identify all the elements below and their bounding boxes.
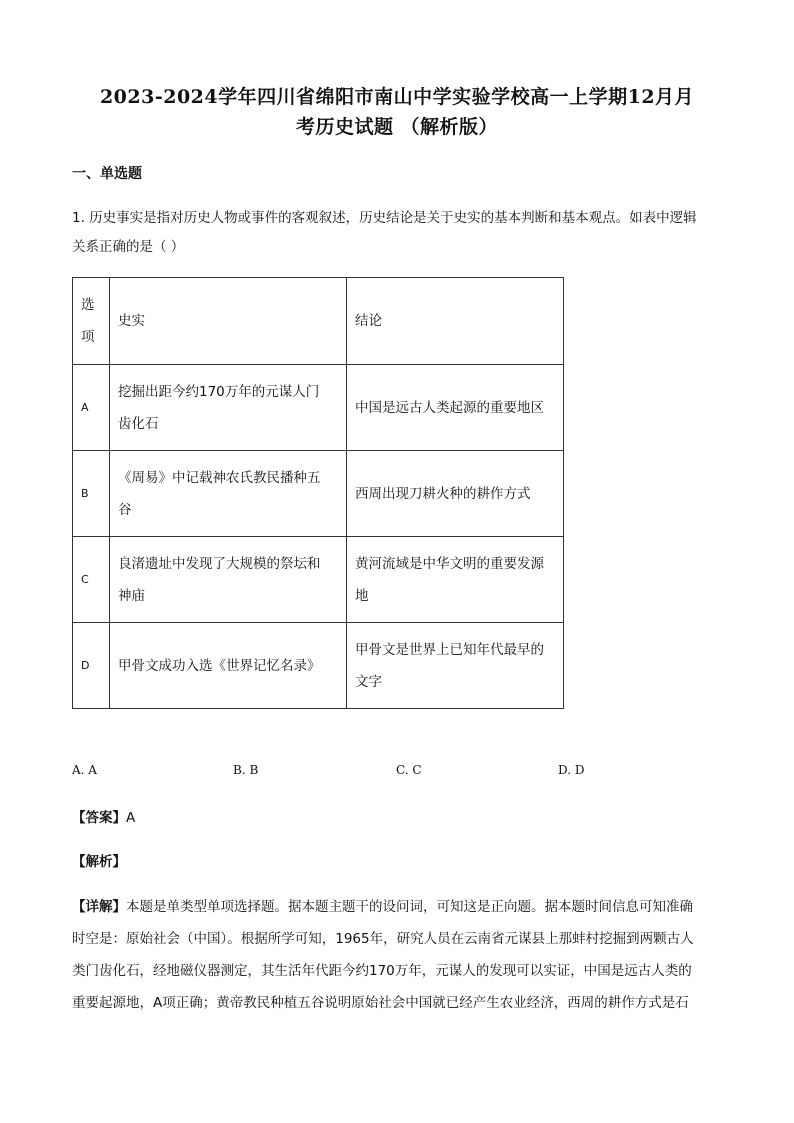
analysis-tag: 【解析】 xyxy=(72,854,126,870)
table-row xyxy=(73,451,564,537)
row-fact-line-1: 甲骨文成功入选《世界记忆名录》 xyxy=(118,657,321,674)
option-a[interactable]: A. A xyxy=(72,763,97,777)
row-option: D xyxy=(73,623,110,709)
detail-tag: 【详解】 xyxy=(72,899,126,915)
row-fact-line-2: 齿化石 xyxy=(118,415,159,432)
row-conclusion-line-1: 甲骨文是世界上已知年代最早的 xyxy=(355,641,544,658)
analysis-line xyxy=(72,850,126,870)
row-fact-line-1: 《周易》中记载神农氏教民播种五 xyxy=(118,469,321,486)
header-option-cell xyxy=(73,278,110,365)
question-table xyxy=(72,277,564,709)
row-fact-line-2: 谷 xyxy=(118,501,132,518)
detail-text-1: 本题是单类型单项选择题。据本题主题干的设问词，可知这是正向题。据本题时间信息可知准确 xyxy=(126,899,693,915)
row-fact xyxy=(110,623,347,709)
answer-tag: 【答案】 xyxy=(72,810,126,826)
row-conclusion-line-1: 中国是远古人类起源的重要地区 xyxy=(355,399,544,416)
row-conclusion xyxy=(347,623,564,709)
question-text-line-2: 关系正确的是（ ） xyxy=(72,239,185,255)
row-fact xyxy=(110,451,347,537)
row-fact-line-1: 挖掘出距今约170万年的元谋人门 xyxy=(118,383,320,400)
section-heading: 一、单选题 xyxy=(72,166,142,182)
header-option-line-1: 选 xyxy=(81,297,95,313)
header-conclusion-cell: 结论 xyxy=(347,278,564,365)
document-title-line-1: 2023-2024学年四川省绵阳市南山中学实验学校高一上学期12月月 xyxy=(99,86,695,108)
detail-line-2: 时空是：原始社会（中国）。根据所学可知，1965年，研究人员在云南省元谋县上那蚌村挖掘到两颗古人 xyxy=(72,931,694,947)
table-row xyxy=(73,537,564,623)
option-c[interactable]: C. C xyxy=(396,763,422,777)
row-conclusion xyxy=(347,451,564,537)
option-b[interactable]: B. B xyxy=(233,763,259,777)
row-option: C xyxy=(73,537,110,623)
question-text-line-1: 1. 历史事实是指对历史人物或事件的客观叙述，历史结论是关于史实的基本判断和基本观点。如表中逻辑 xyxy=(72,210,697,226)
row-conclusion-line-2: 文字 xyxy=(355,673,382,690)
answer-line xyxy=(72,806,135,826)
row-conclusion-line-1: 黄河流域是中华文明的重要发源 xyxy=(355,555,544,572)
row-option: A xyxy=(73,365,110,451)
header-fact-cell: 史实 xyxy=(110,278,347,365)
detail-line-1 xyxy=(72,893,724,922)
row-conclusion xyxy=(347,365,564,451)
row-fact xyxy=(110,537,347,623)
detail-line-4: 重要起源地，A项正确；黄帝教民种植五谷说明原始社会中国就已经产生农业经济，西周的耕作方式是石 xyxy=(72,995,689,1011)
row-fact xyxy=(110,365,347,451)
row-fact-line-2: 神庙 xyxy=(118,587,145,604)
table-header-row xyxy=(73,278,564,365)
option-d[interactable]: D. D xyxy=(558,763,585,777)
row-fact-line-1: 良渚遗址中发现了大规模的祭坛和 xyxy=(118,555,321,572)
document-title-line-2: 考历史试题 （解析版） xyxy=(295,116,499,138)
header-option-line-2: 项 xyxy=(81,329,95,345)
table-row xyxy=(73,365,564,451)
table-row xyxy=(73,623,564,709)
row-conclusion-line-1: 西周出现刀耕火种的耕作方式 xyxy=(355,485,531,502)
row-conclusion xyxy=(347,537,564,623)
row-conclusion-line-2: 地 xyxy=(355,587,369,604)
row-option: B xyxy=(73,451,110,537)
detail-line-3: 类门齿化石，经地磁仪器测定，其生活年代距今约170万年，元谋人的发现可以实证，中国是远古人类的 xyxy=(72,963,692,979)
answer-value: A xyxy=(126,810,136,826)
